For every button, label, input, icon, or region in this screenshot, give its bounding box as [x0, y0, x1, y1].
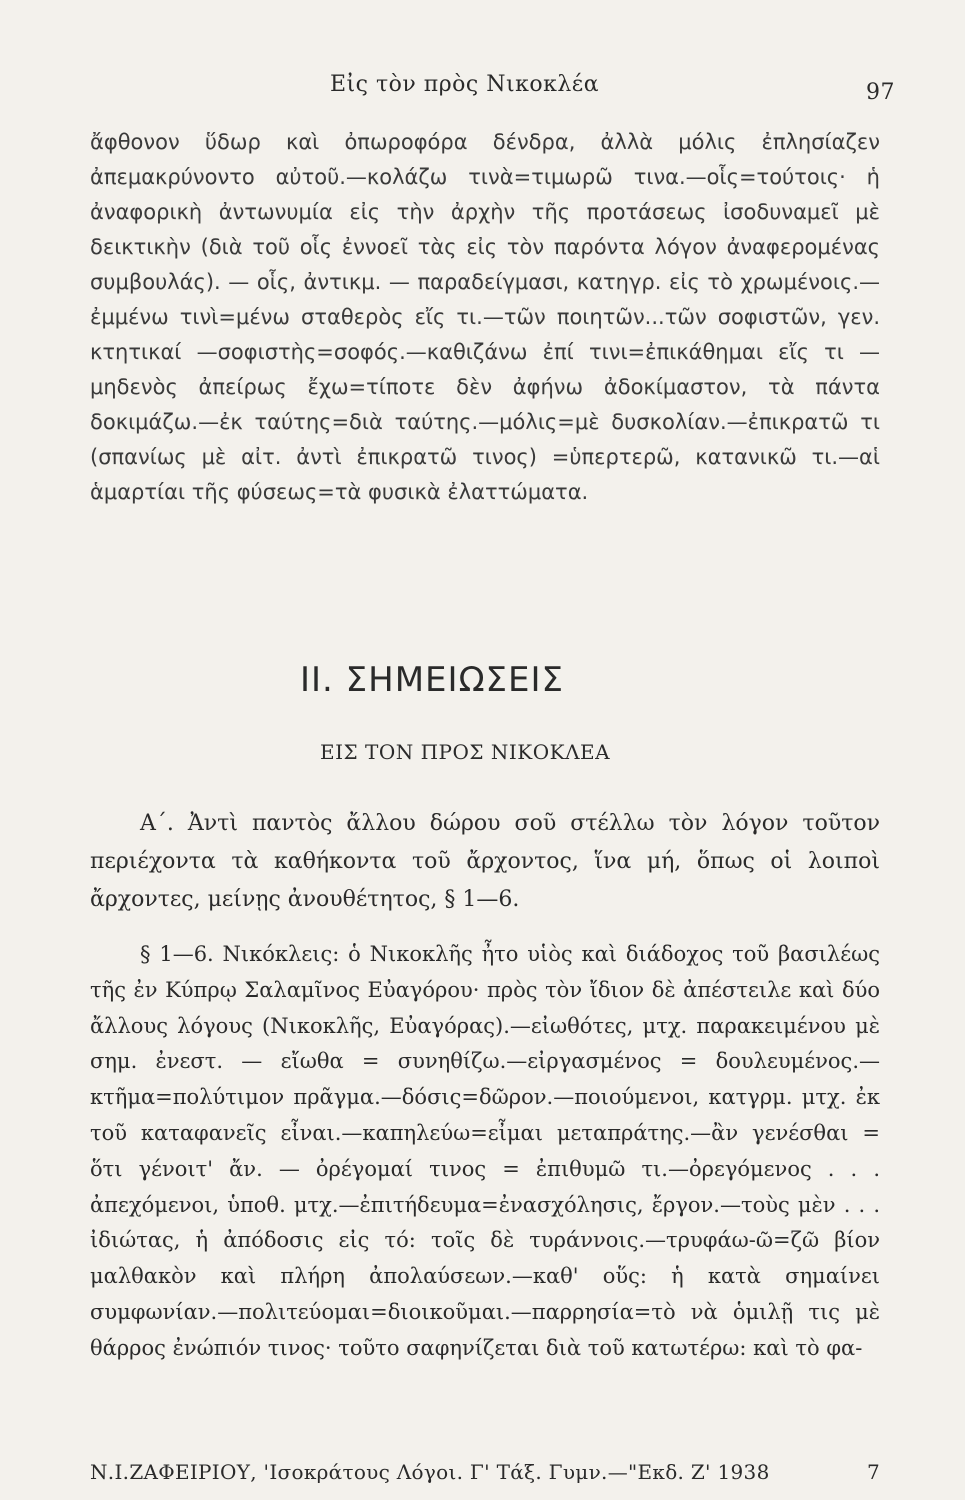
running-title: Εἰς τὸν πρὸς Νικοκλέα [330, 72, 600, 97]
summary-block [90, 805, 880, 919]
notes-paragraph: § 1—6. Νικόκλεις: ὁ Νικοκλῆς ἦτο υἱὸς καὶ διάδοχος τοῦ βασιλέως τῆς ἐν Κύπρῳ Σαλαμῖνος Εὐαγόρου· πρὸς τὸν ἴδιον δὲ ἀπέστειλε καὶ δύο ἄλλους λόγους (Νικοκλῆς, Εὐαγόρας).—εἰωθότες, μτχ. παρακειμένου μὲ σημ. ἐνεστ. — εἴωθα = συνηθίζω.—εἰργασμένος = δουλευμένος.—κτῆμα=πολύτιμον πρᾶγμα.—δόσις=δῶρον.—ποιούμενοι, κατγρμ. μτχ. ἐκ τοῦ καταφανεῖς εἶναι.—καπηλεύω=εἶμαι μεταπράτης.—ἂν γενέσθαι = ὅτι γένοιτ' ἄν. — ὀρέγομαί τινος = ἐπιθυμῶ τι.—ὀρεγόμενος . . . ἀπεχόμενοι, ὑποθ. μτχ.—ἐπιτήδευμα=ἐνασχόλησις, ἔργον.—τοὺς μὲν . . . ἰδιώτας, ἡ ἀπόδοσις εἰς τό: τοῖς δὲ τυράννοις.—τρυφάω-ῶ=ζῶ βίον μαλθακὸν καὶ πλήρη ἀπολαύσεων.—καθ' οὕς: ἡ κατὰ σημαίνει συμφωνίαν.—πολιτεύομαι=διοικοῦμαι.—παρρησία=τὸ νὰ ὁμιλῇ τις μὲ θάρρος ἐνώπιόν τινος· τοῦτο σαφηνίζεται διὰ τοῦ κατωτέρω: καὶ τὸ φα- [90, 942, 880, 1360]
summary-paragraph: Α΄. Ἀντὶ παντὸς ἄλλου δώρου σοῦ στέλλω τὸν λόγον τοῦτον περιέχοντα τὰ καθήκοντα τοῦ ἄρχοντος, ἵνα μή, ὅπως οἱ λοιποὶ ἄρχοντες, μείνῃς ἀνουθέτητος, § 1—6. [90, 811, 880, 912]
section-heading: II. ΣΗΜΕΙΩΣΕΙΣ [300, 660, 565, 700]
page-number: 97 [866, 80, 895, 105]
vocabulary-block [90, 125, 880, 510]
notes-block [90, 937, 880, 1367]
footer-citation: Ν.Ι.ΖΑΦΕΙΡΙΟΥ, 'Ισοκράτους Λόγοι. Γ' Τάξ. Γυμν.—"Εκδ. Ζ' 1938 [90, 1460, 770, 1484]
signature-mark: 7 [866, 1460, 880, 1484]
vocabulary-paragraph: ἄφθονον ὕδωρ καὶ ὀπωροφόρα δένδρα, ἀλλὰ μόλις ἐπλησίαζεν ἀπεμακρύνοντο αὐτοῦ.—κολάζω τινὰ=τιμωρῶ τινα.—οἷς=τούτοις· ἡ ἀναφορικὴ ἀντωνυμία εἰς τὴν ἀρχὴν τῆς προτάσεως ἰσοδυναμεῖ μὲ δεικτικὴν (διὰ τοῦ οἷς ἐννοεῖ τὰς εἰς τὸν παρόντα λόγον ἀναφερομένας συμβουλάς). — οἷς, ἀντικμ. — παραδείγμασι, κατηγρ. εἰς τὸ χρωμένοις.—ἐμμένω τινὶ=μένω σταθερὸς εἴς τι.—τῶν ποιητῶν...τῶν σοφιστῶν, γεν. κτητικαί —σοφιστὴς=σοφός.—καθιζάνω ἐπί τινι=ἐπικάθημαι εἴς τι —μηδενὸς ἀπείρως ἔχω=τίποτε δὲν ἀφήνω ἀδοκίμαστον, τὰ πάντα δοκιμάζω.—ἐκ ταύτης=διὰ ταύτης.—μόλις=μὲ δυσκολίαν.—ἐπικρατῶ τι (σπανίως μὲ αἰτ. ἀντὶ ἐπικρατῶ τινος) =ὑπερτερῶ, κατανικῶ τι.—αἱ ἁμαρτίαι τῆς φύσεως=τὰ φυσικὰ ἐλαττώματα. [90, 130, 880, 504]
section-subheading: ΕΙΣ ΤΟΝ ΠΡΟΣ ΝΙΚΟΚΛΕΑ [320, 740, 611, 764]
